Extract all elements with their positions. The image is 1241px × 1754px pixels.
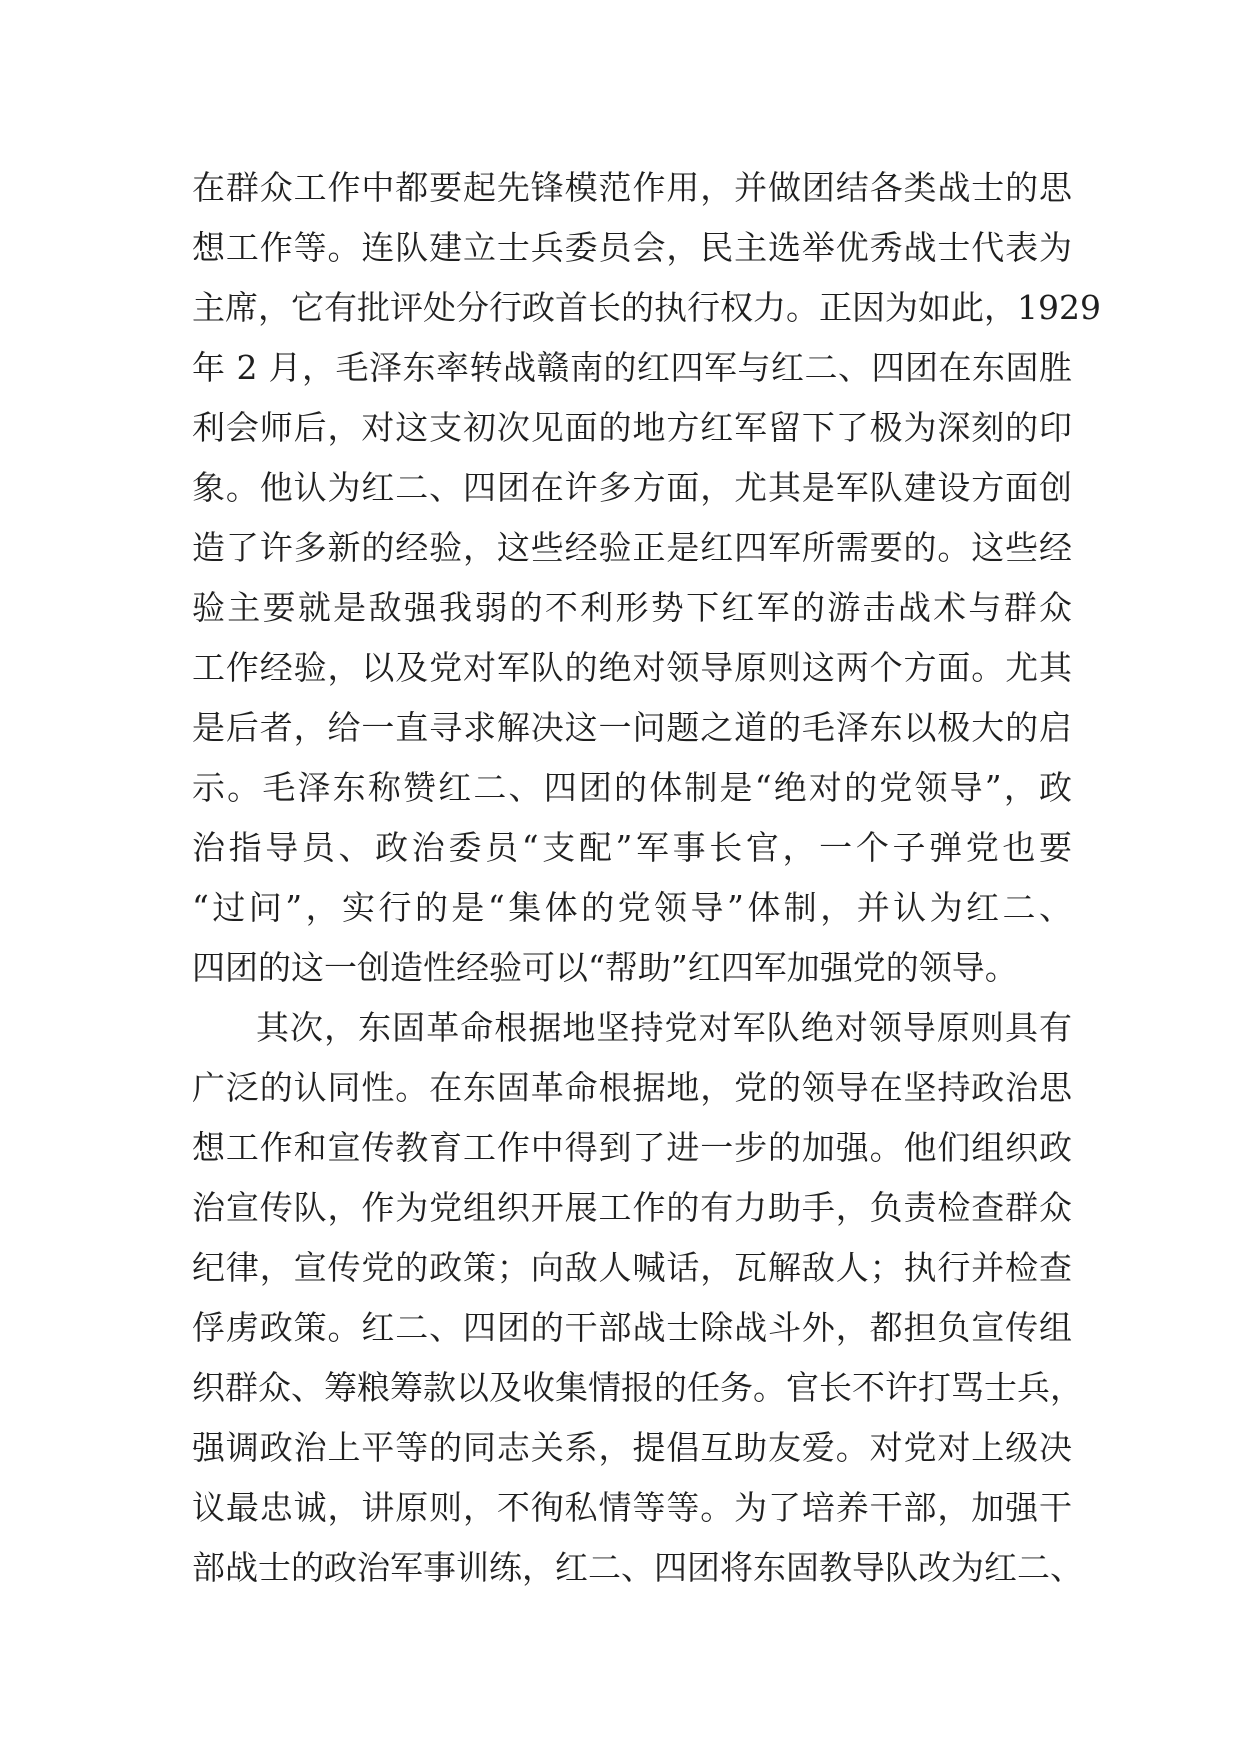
- text-line: 主席，它有批评处分行政首长的执行权力。正因为如此，1929: [192, 288, 1101, 327]
- text-line: 治宣传队，作为党组织开展工作的有力助手，负责检查群众: [192, 1188, 1072, 1227]
- body-text: [192, 158, 1101, 1598]
- text-line: 治指导员、政治委员“支配”军事长官，一个子弹党也要: [192, 828, 1072, 867]
- text-line: 年 2 月，毛泽东率转战赣南的红四军与红二、四团在东固胜: [192, 348, 1072, 387]
- text-line: 验主要就是敌强我弱的不利形势下红军的游击战术与群众: [192, 588, 1072, 627]
- text-line: “过问”，实行的是“集体的党领导”体制，并认为红二、: [192, 888, 1072, 927]
- text-line: 俘虏政策。红二、四团的干部战士除战斗外，都担负宣传组: [192, 1308, 1072, 1347]
- text-line: 强调政治上平等的同志关系，提倡互助友爱。对党对上级决: [192, 1428, 1072, 1467]
- text-line: 示。毛泽东称赞红二、四团的体制是“绝对的党领导”，政: [192, 768, 1072, 807]
- text-line: 造了许多新的经验，这些经验正是红四军所需要的。这些经: [192, 528, 1072, 567]
- text-line: 想工作和宣传教育工作中得到了进一步的加强。他们组织政: [192, 1128, 1072, 1167]
- text-line: 工作经验，以及党对军队的绝对领导原则这两个方面。尤其: [192, 648, 1072, 687]
- text-line: 议最忠诚，讲原则，不徇私情等等。为了培养干部，加强干: [192, 1488, 1072, 1527]
- text-line: 是后者，给一直寻求解决这一问题之道的毛泽东以极大的启: [192, 708, 1072, 747]
- text-line: 广泛的认同性。在东固革命根据地，党的领导在坚持政治思: [192, 1068, 1072, 1107]
- text-line: 想工作等。连队建立士兵委员会，民主选举优秀战士代表为: [192, 228, 1072, 267]
- text-line: 织群众、筹粮筹款以及收集情报的任务。官长不许打骂士兵，: [192, 1368, 1083, 1407]
- text-line: 纪律，宣传党的政策；向敌人喊话，瓦解敌人；执行并检查: [192, 1248, 1072, 1287]
- text-line: 象。他认为红二、四团在许多方面，尤其是军队建设方面创: [192, 468, 1072, 507]
- paragraph-first-line: 其次，东固革命根据地坚持党对军队绝对领导原则具有: [256, 1008, 1072, 1047]
- text-line: 四团的这一创造性经验可以“帮助”红四军加强党的领导。: [192, 948, 1018, 987]
- text-line: 利会师后，对这支初次见面的地方红军留下了极为深刻的印: [192, 408, 1072, 447]
- text-line: 在群众工作中都要起先锋模范作用，并做团结各类战士的思: [192, 168, 1072, 207]
- text-line: 部战士的政治军事训练，红二、四团将东固教导队改为红二、: [192, 1548, 1083, 1587]
